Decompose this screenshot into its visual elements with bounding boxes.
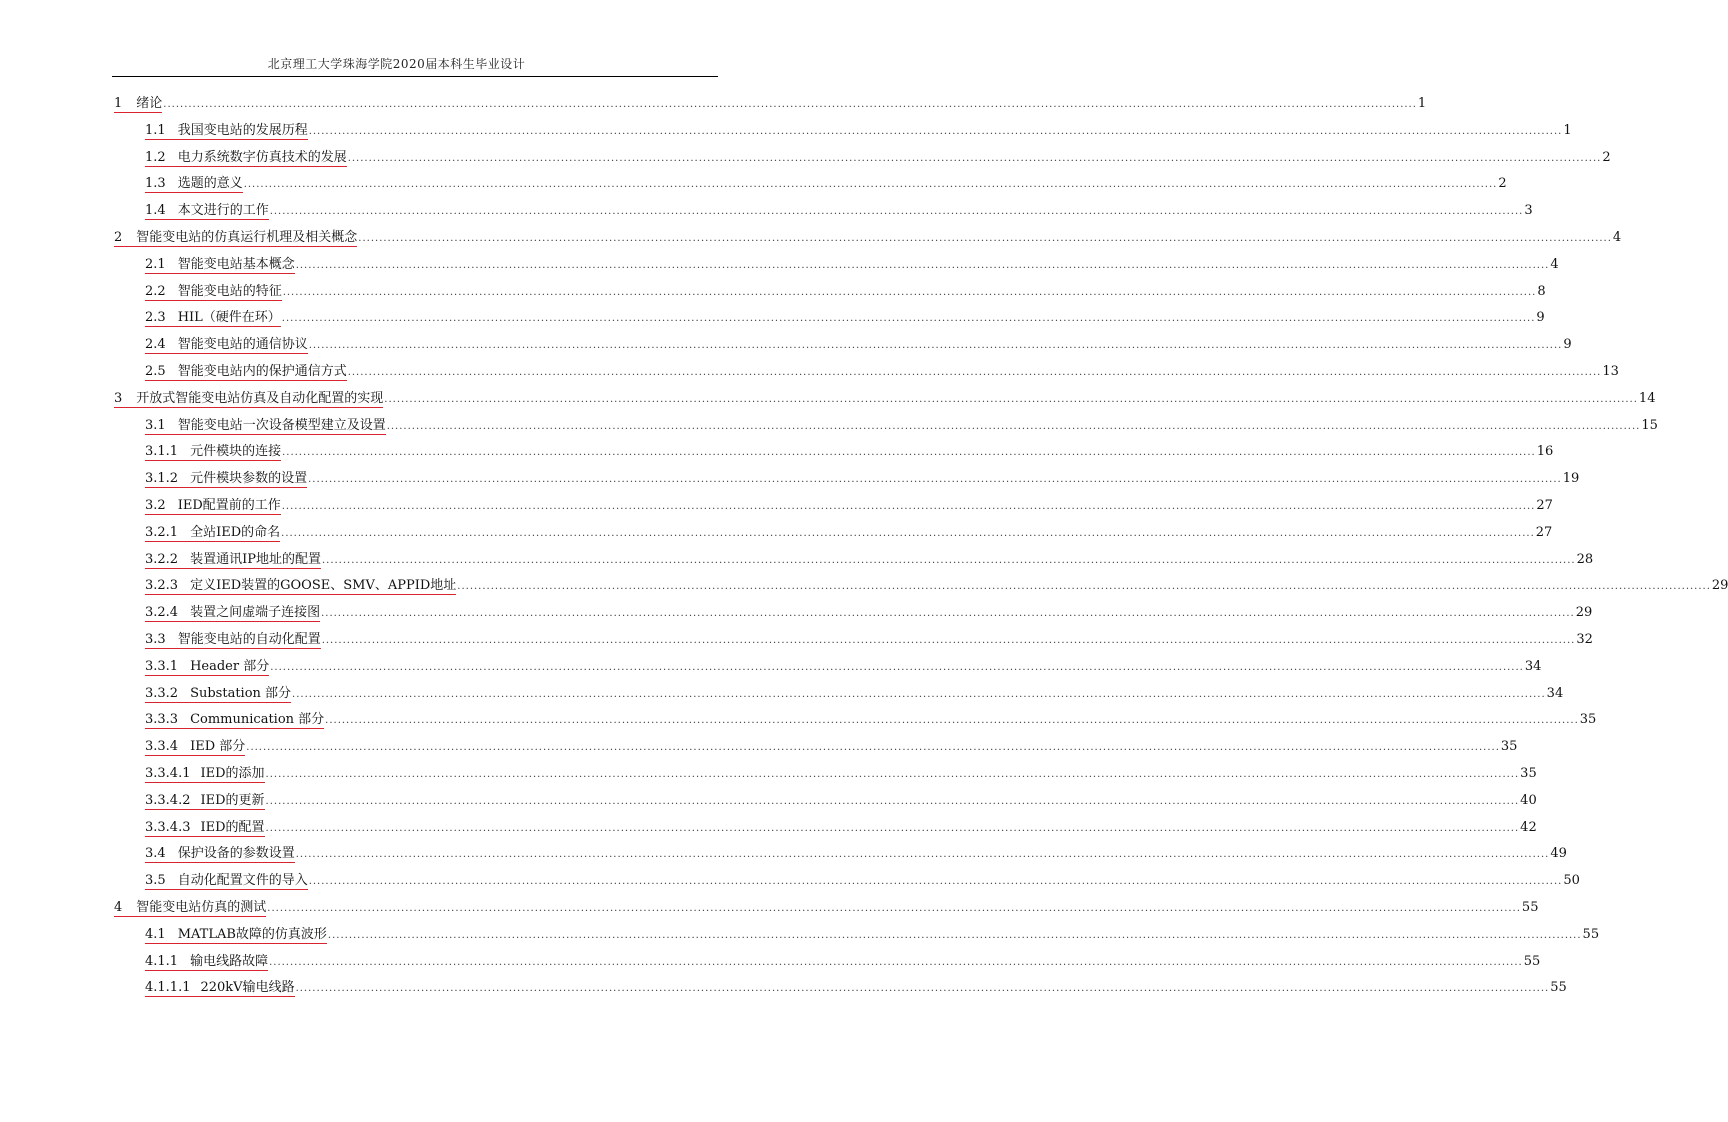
toc-leader-dots: ............................................................................................................................................................................................................................................................................................................ <box>281 313 1536 325</box>
toc-entry-number: 2.2 <box>145 283 166 299</box>
toc-leader-dots: ............................................................................................................................................................................................................................................................................................................ <box>325 715 1579 727</box>
toc-leader-dots: ............................................................................................................................................................................................................................................................................................................ <box>265 822 1520 834</box>
toc-entry-label[interactable] <box>145 202 269 220</box>
toc-entry-number: 3.1.1 <box>145 444 179 460</box>
toc-entry[interactable] <box>145 844 1567 864</box>
toc-entry-label[interactable] <box>145 443 281 461</box>
toc-page-number: 35 <box>1579 712 1597 728</box>
toc-entry-title: 智能变电站的通信协议 <box>177 337 308 353</box>
toc-entry-title: 元件模块的连接 <box>190 444 282 460</box>
toc-leader-dots: ............................................................................................................................................................................................................................................................................................................ <box>321 554 1576 566</box>
toc-page-number: 32 <box>1576 632 1593 647</box>
toc-leader-dots: ............................................................................................................................................................................................................................................................................................................ <box>327 929 1582 941</box>
toc-entry[interactable] <box>114 228 1622 248</box>
toc-page-number: 9 <box>1563 337 1572 353</box>
toc-entry-label[interactable] <box>114 229 357 247</box>
toc-leader-dots: ............................................................................................................................................................................................................................................................................................................ <box>246 742 1500 754</box>
toc-leader-dots: ............................................................................................................................................................................................................................................................................................................ <box>163 99 1417 110</box>
toc-entry-number: 4.1.1.1 <box>145 980 191 996</box>
toc-entry-label[interactable] <box>145 122 308 140</box>
toc-entry[interactable] <box>145 684 1564 704</box>
toc-entry[interactable] <box>145 710 1597 730</box>
toc-page-number: 16 <box>1536 444 1554 460</box>
toc-page-number: 35 <box>1500 739 1518 755</box>
toc-leader-dots: ............................................................................................................................................................................................................................................................................................................ <box>270 661 1524 673</box>
toc-leader-dots: ............................................................................................................................................................................................................................................................................................................ <box>308 876 1563 888</box>
toc-page-number: 50 <box>1563 873 1580 889</box>
toc-entry-label[interactable] <box>114 95 162 113</box>
toc-leader-dots: ............................................................................................................................................................................................................................................................................................................ <box>308 340 1563 352</box>
toc-entry-number: 3.3.2 <box>145 685 179 701</box>
toc-entry[interactable] <box>145 818 1537 838</box>
toc-entry-title: IED 部分 <box>190 739 246 755</box>
toc-entry-title: 输电线路故障 <box>190 953 269 969</box>
toc-entry-label[interactable] <box>145 336 308 354</box>
header-rule <box>112 76 718 77</box>
toc-entry[interactable] <box>114 94 1427 114</box>
page-header: 北京理工大学珠海学院2020届本科生毕业设计 <box>267 57 526 71</box>
toc-entry-title: 智能变电站的自动化配置 <box>177 632 321 647</box>
toc-page-number: 34 <box>1524 658 1542 674</box>
toc-leader-dots: ............................................................................................................................................................................................................................................................................................................ <box>281 501 1536 512</box>
toc-entry-title: 绪论 <box>136 96 163 111</box>
toc-leader-dots: ............................................................................................................................................................................................................................................................................................................ <box>267 903 1521 914</box>
toc-page-number: 19 <box>1562 471 1580 487</box>
toc-entry[interactable] <box>145 925 1600 945</box>
toc-page-number: 27 <box>1535 524 1553 540</box>
toc-entry-label[interactable] <box>145 577 456 595</box>
toc-entry-label[interactable] <box>145 765 265 783</box>
toc-entry-label[interactable] <box>145 845 295 863</box>
toc-entry-label[interactable] <box>145 363 347 381</box>
toc-entry[interactable] <box>145 764 1537 784</box>
toc-entry-title: 保护设备的参数设置 <box>177 846 295 862</box>
toc-entry-number: 3.2.3 <box>145 578 179 594</box>
toc-entry-label[interactable] <box>145 926 327 944</box>
toc-entry-number: 3.1 <box>145 417 166 433</box>
toc-entry-title: 智能变电站仿真的测试 <box>136 900 267 915</box>
toc-entry[interactable] <box>145 871 1580 891</box>
toc-entry-title: HIL（硬件在环） <box>177 310 281 326</box>
toc-entry-title: 本文进行的工作 <box>177 203 269 219</box>
toc-entry[interactable] <box>145 416 1658 436</box>
toc-page-number: 2 <box>1602 149 1611 165</box>
toc-leader-dots: ............................................................................................................................................................................................................................................................................................................ <box>384 393 1638 405</box>
toc-entry-number: 3.3.4.3 <box>145 819 191 835</box>
toc-entry-title: 装置通讯IP地址的配置 <box>190 551 321 567</box>
toc-page-number: 13 <box>1602 364 1619 379</box>
toc-entry-title: Communication 部分 <box>190 712 325 728</box>
toc-entry-number: 4.1 <box>145 926 166 942</box>
toc-entry-title: IED的更新 <box>200 792 265 808</box>
toc-entry[interactable] <box>145 362 1619 382</box>
toc-entry-number: 2 <box>114 230 123 245</box>
toc-entry[interactable] <box>145 737 1518 757</box>
toc-entry-number: 3.4 <box>145 846 166 862</box>
toc-entry[interactable] <box>145 791 1537 811</box>
toc-page-number: 4 <box>1612 230 1622 245</box>
toc-entry-label[interactable] <box>145 149 347 167</box>
toc-entry-number: 4.1.1 <box>145 953 179 969</box>
toc-entry-number: 1.4 <box>145 203 166 219</box>
toc-entry-label[interactable] <box>145 658 269 676</box>
toc-entry-number: 3.5 <box>145 873 166 889</box>
toc-entry-label[interactable] <box>145 309 281 327</box>
toc-entry-title: 全站IED的命名 <box>190 524 281 540</box>
toc-entry-label[interactable] <box>145 524 280 542</box>
toc-leader-dots: ............................................................................................................................................................................................................................................................................................................ <box>243 179 1498 191</box>
toc-entry-label[interactable] <box>145 551 321 569</box>
toc-leader-dots: ............................................................................................................................................................................................................................................................................................................ <box>386 420 1641 432</box>
toc-page-number: 1 <box>1417 96 1427 111</box>
toc-page-number: 55 <box>1582 926 1600 942</box>
toc-page-number: 34 <box>1546 685 1564 701</box>
toc-entry-number: 3.1.2 <box>145 471 179 487</box>
toc-entry-label[interactable] <box>145 819 265 837</box>
toc-leader-dots: ............................................................................................................................................................................................................................................................................................................ <box>295 983 1550 995</box>
toc-entry[interactable] <box>145 201 1533 221</box>
toc-page-number: 29 <box>1575 605 1593 621</box>
toc-entry[interactable] <box>145 576 1728 596</box>
toc-entry-title: 智能变电站的特征 <box>177 283 282 299</box>
toc-entry-label[interactable] <box>145 872 308 890</box>
toc-entry-label[interactable] <box>145 417 386 435</box>
toc-page-number: 2 <box>1498 176 1507 192</box>
toc-page-number: 1 <box>1563 122 1572 138</box>
toc-page-number: 55 <box>1523 953 1541 969</box>
toc-entry[interactable] <box>145 121 1572 141</box>
toc-entry-title: 220kV输电线路 <box>200 980 295 996</box>
toc-leader-dots: ............................................................................................................................................................................................................................................................................................................ <box>347 367 1602 378</box>
toc-entry-label[interactable] <box>145 175 243 193</box>
toc-entry-number: 2.4 <box>145 337 166 353</box>
toc-entry-number: 3.2.4 <box>145 605 179 621</box>
toc-page-number: 55 <box>1550 980 1567 996</box>
toc-entry[interactable] <box>145 523 1553 543</box>
toc-entry-number: 3.3.1 <box>145 658 179 674</box>
toc-entry[interactable] <box>145 282 1546 302</box>
toc-entry-number: 1.2 <box>145 149 166 165</box>
toc-entry-title: 选题的意义 <box>177 176 243 192</box>
toc-page-number: 9 <box>1536 310 1545 326</box>
toc-entry[interactable] <box>145 335 1572 355</box>
toc-entry-title: Substation 部分 <box>190 685 292 701</box>
toc-entry-title: 智能变电站内的保护通信方式 <box>177 364 347 379</box>
toc-entry-title: 定义IED装置的GOOSE、SMV、APPID地址 <box>190 578 457 594</box>
toc-entry-number: 2.3 <box>145 310 166 326</box>
toc-page-number: 42 <box>1520 819 1537 835</box>
toc-entry-label[interactable] <box>145 604 320 622</box>
toc-entry-number: 1 <box>114 96 123 111</box>
toc-page-number: 27 <box>1536 498 1553 513</box>
toc-entry-number: 1.3 <box>145 176 166 192</box>
toc-entry-label[interactable] <box>145 738 245 756</box>
toc-page-number: 28 <box>1576 551 1594 567</box>
toc-entry[interactable] <box>145 255 1559 275</box>
toc-entry-number: 3.3 <box>145 632 166 647</box>
toc-entry[interactable] <box>145 952 1541 972</box>
toc-leader-dots: ............................................................................................................................................................................................................................................................................................................ <box>282 286 1537 298</box>
toc-entry-number: 3.3.4 <box>145 739 179 755</box>
toc-entry-title: MATLAB故障的仿真波形 <box>177 926 327 942</box>
toc-entry-number: 3.3.4.1 <box>145 766 191 781</box>
toc-entry-label[interactable] <box>145 953 268 971</box>
toc-entry-label[interactable] <box>145 711 324 729</box>
toc-leader-dots: ............................................................................................................................................................................................................................................................................................................ <box>281 527 1535 539</box>
toc-entry-title: 智能变电站一次设备模型建立及设置 <box>177 417 386 433</box>
toc-entry-label[interactable] <box>114 899 266 917</box>
toc-entry-number: 2.5 <box>145 364 166 379</box>
toc-leader-dots: ............................................................................................................................................................................................................................................................................................................ <box>269 206 1524 218</box>
toc-entry-label[interactable] <box>145 792 265 810</box>
toc-leader-dots: ............................................................................................................................................................................................................................................................................................................ <box>265 795 1520 807</box>
toc-entry-title: 我国变电站的发展历程 <box>177 122 308 138</box>
toc-leader-dots: ............................................................................................................................................................................................................................................................................................................ <box>321 608 1575 620</box>
toc-leader-dots: ............................................................................................................................................................................................................................................................................................................ <box>292 688 1546 700</box>
toc-entry[interactable] <box>145 550 1594 570</box>
toc-leader-dots: ............................................................................................................................................................................................................................................................................................................ <box>321 635 1576 646</box>
toc-page-number: 4 <box>1550 256 1559 272</box>
toc-entry[interactable] <box>145 630 1593 650</box>
toc-entry[interactable] <box>114 898 1539 918</box>
toc-entry[interactable] <box>145 442 1554 462</box>
toc-entry[interactable] <box>145 308 1545 328</box>
toc-entry[interactable] <box>114 389 1656 409</box>
toc-entry-title: Header 部分 <box>190 658 270 674</box>
toc-leader-dots: ............................................................................................................................................................................................................................................................................................................ <box>358 233 1612 244</box>
toc-leader-dots: ............................................................................................................................................................................................................................................................................................................ <box>308 474 1562 486</box>
toc-page-number: 35 <box>1520 766 1537 781</box>
toc-leader-dots: ............................................................................................................................................................................................................................................................................................................ <box>295 849 1550 861</box>
toc-entry-title: 智能变电站基本概念 <box>177 256 295 272</box>
toc-leader-dots: ............................................................................................................................................................................................................................................................................................................ <box>269 956 1523 968</box>
toc-leader-dots: ............................................................................................................................................................................................................................................................................................................ <box>295 259 1550 271</box>
toc-leader-dots: ............................................................................................................................................................................................................................................................................................................ <box>308 125 1563 137</box>
toc-entry-label[interactable] <box>145 979 295 997</box>
toc-entry-label[interactable] <box>145 631 321 649</box>
toc-entry-number: 1.1 <box>145 122 166 138</box>
toc-entry-title: IED的配置 <box>200 819 265 835</box>
toc-page-number: 3 <box>1524 203 1533 219</box>
toc-entry-label[interactable] <box>145 685 291 703</box>
toc-page-number: 8 <box>1537 283 1546 299</box>
toc-entry-number: 3.2.1 <box>145 524 179 540</box>
toc-entry-title: 自动化配置文件的导入 <box>177 873 308 889</box>
toc-entry-label[interactable] <box>145 470 307 488</box>
toc-entry[interactable] <box>145 657 1542 677</box>
toc-page-number: 14 <box>1638 390 1656 406</box>
toc-page-number: 55 <box>1521 900 1539 915</box>
toc-entry[interactable] <box>145 174 1507 194</box>
toc-entry[interactable] <box>145 978 1567 998</box>
toc-entry-label[interactable] <box>145 497 281 515</box>
toc-entry-number: 2.1 <box>145 256 166 272</box>
toc-entry[interactable] <box>145 469 1580 489</box>
toc-entry-number: 4 <box>114 900 123 915</box>
toc-entry[interactable] <box>145 496 1553 516</box>
toc-entry-title: 电力系统数字仿真技术的发展 <box>177 149 347 165</box>
toc-entry-label[interactable] <box>145 256 295 274</box>
toc-page-number: 15 <box>1641 417 1658 433</box>
toc-entry-label[interactable] <box>145 283 282 301</box>
toc-leader-dots: ............................................................................................................................................................................................................................................................................................................ <box>457 581 1711 593</box>
toc-leader-dots: ............................................................................................................................................................................................................................................................................................................ <box>282 447 1536 459</box>
toc-entry-title: 智能变电站的仿真运行机理及相关概念 <box>136 230 358 245</box>
toc-entry-title: IED的添加 <box>200 766 265 781</box>
toc-entry-number: 3.2.2 <box>145 551 179 567</box>
toc-entry-title: 开放式智能变电站仿真及自动化配置的实现 <box>136 390 384 406</box>
toc-entry-title: 装置之间虚端子连接图 <box>190 605 321 621</box>
toc-entry-number: 3.2 <box>145 498 166 513</box>
toc-entry[interactable] <box>145 148 1611 168</box>
toc-page-number: 40 <box>1520 792 1537 808</box>
toc-page-number: 29 <box>1711 578 1728 594</box>
toc-entry-label[interactable] <box>114 390 383 408</box>
toc-page-number: 49 <box>1550 846 1567 862</box>
toc-entry-title: IED配置前的工作 <box>177 498 281 513</box>
toc-entry-title: 元件模块参数的设置 <box>190 471 308 487</box>
toc-entry[interactable] <box>145 603 1593 623</box>
toc-entry-number: 3.3.3 <box>145 712 179 728</box>
toc-entry-number: 3 <box>114 390 123 406</box>
toc-entry-number: 3.3.4.2 <box>145 792 191 808</box>
toc-leader-dots: ............................................................................................................................................................................................................................................................................................................ <box>347 152 1602 164</box>
toc-leader-dots: ............................................................................................................................................................................................................................................................................................................ <box>265 769 1520 780</box>
